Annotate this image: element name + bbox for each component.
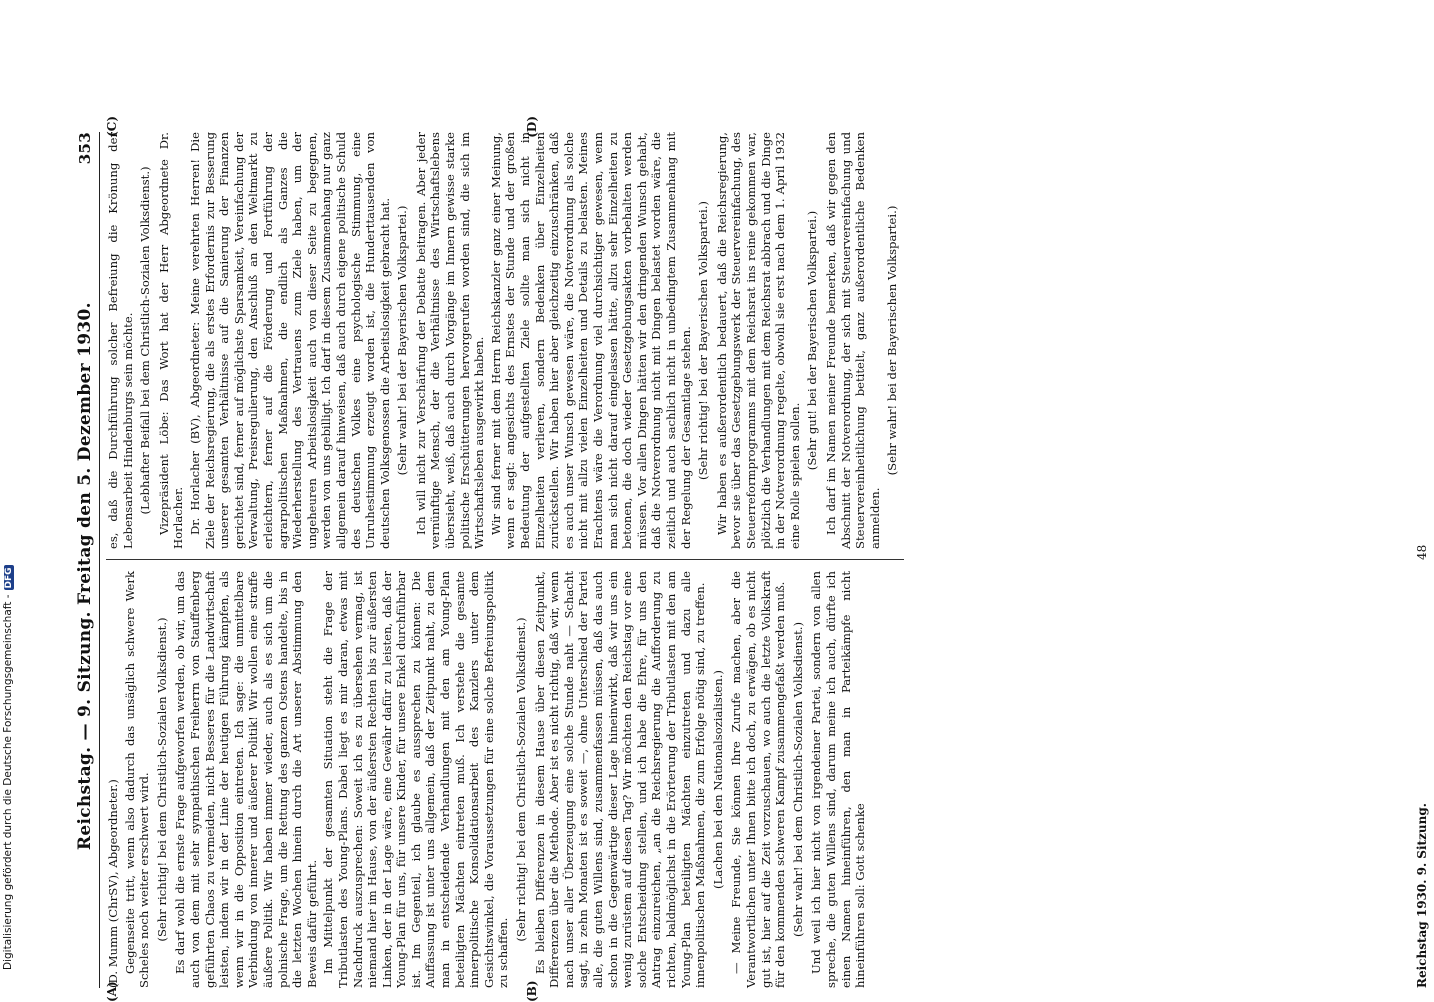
- right-column: [106, 132, 904, 549]
- paragraph: Und weil ich hier nicht von irgendeiner Partei, sondern von allen spreche, die guten Willens sind, darum meine ich auch, dürfte ich einen Namen hineinführen, den man in Parteikämpfe nicht hineinführen soll: Gott schenke: [809, 571, 867, 988]
- paragraph: Im Mittelpunkt der gesamten Situation steht die Frage der Tributlasten des Young-Plans. Dabei liegt es mir daran, etwas mit Nachdruck auszusprechen: Soweit ich es zu übersehen vermag, ist niemand hier im Hause, von der äußersten Rechten bis zur äußersten Linken, der in der Lage wäre, eine Gewähr dafür zu leisten, daß der Young-Plan für uns, für unsere Kinder, für unsere Enkel durchführbar ist. Im Gegenteil, ich glaube es aussprechen zu können: Die Auffassung ist unter uns allgemein, daß der Zeitpunkt naht, zu dem man in entscheidende Verhandlungen mit den am Young-Plan beteiligten Mächten eintreten muß. Ich verstehe die gesamte innerpolitische Konsolidationsarbeit des Kanzlers unter dem Gesichtswinkel, die Voraussetzungen für eine solche Befreiungspolitik zu schaffen.: [321, 571, 511, 988]
- text-columns: [106, 132, 904, 988]
- digitization-sidebar: [0, 0, 18, 1000]
- page-title: Reichstag. — 9. Sitzung. Freitag den 5. Dezember 1930.: [75, 302, 95, 850]
- interjection: (Sehr richtig! bei dem Christlich-Sozialen Volksdienst.): [155, 571, 170, 988]
- interjection: (Lachen bei den Nationalsozialisten.): [711, 571, 726, 988]
- margin-marker-a: (A): [105, 981, 119, 1002]
- column-divider: [106, 559, 904, 560]
- paragraph: Ich darf im Namen meiner Freunde bemerken, daß wir gegen den Abschnitt der Notverordnung, der sich mit Steuervereinfachung und Steuervereinheitlichung betitelt, ganz außerordentliche Bedenken anmelden.: [824, 132, 882, 549]
- page-header: [75, 132, 100, 988]
- paragraph: Ich will nicht zur Verschärfung der Debatte beitragen. Aber jeder vernünftige Mensch, der die Verhältnisse des Wirtschaftslebens übersieht, weiß, daß auch durch Vorgänge im Innern gewisse starke politische Erschütterungen hervorgerufen worden sind, die sich im Wirtschaftsleben ausgewirkt haben.: [414, 132, 487, 549]
- paragraph: Vizepräsident Löbe: Das Wort hat der Herr Abgeordnete Dr. Horlacher.: [157, 132, 186, 549]
- paragraph: Wir haben es außerordentlich bedauert, daß die Reichsregierung, bevor sie über das Gesetzgebungswerk der Steuervereinfachung, des Steuerreformprogramms mit dem Reichsrat ins reine gekommen war, plötzlich die Verhandlungen mit dem Reichsrat abbrach und die Dinge in der Notverordnung regelte, obwohl sie erst nach dem 1. April 1932 eine Rolle spielen sollen.: [715, 132, 803, 549]
- interjection: (Sehr wahr! bei der Bayerischen Volkspartei.): [885, 132, 900, 549]
- funding-text: Digitalisierung gefördert durch die Deutsche Forschungsgemeinschaft -: [2, 594, 14, 970]
- document-page: [65, 120, 1434, 1000]
- interjection: (Sehr richtig! bei der Bayerischen Volkspartei.): [696, 132, 711, 549]
- dfg-logo: DFG: [4, 565, 14, 590]
- margin-marker-c: (C): [105, 116, 119, 137]
- interjection: (Sehr richtig! bei dem Christlich-Sozialen Volksdienst.): [514, 571, 529, 988]
- page-footer: Reichstag 1930. 9. Sitzung.: [1415, 803, 1429, 988]
- interjection: (Sehr gut! bei der Bayerischen Volkspartei.): [805, 132, 820, 549]
- paragraph: Es darf wohl die ernste Frage aufgeworfen werden, ob wir, um das auch von dem mit sehr sympathischen Freiherrn von Stauffenberg geführten Chaos zu vermeiden, nicht Besseres für die Landwirtschaft leisten, indem wir in der Linie der heutigen Führung kämpfen, als wenn wir in die Opposition eintreten. Ich sage: die unmittelbare Verbindung von innerer und äußerer Politik! Wir wollen eine straffe äußere Politik. Wir haben immer wieder, auch als es sich um die polnische Frage, um die Rettung des ganzen Ostens handelte, bis in die letzten Wochen hinein durch die Art unserer Abstimmung den Beweis dafür geführt.: [173, 571, 319, 988]
- paragraph: Es bleiben Differenzen in diesem Hause über diesen Zeitpunkt, Differenzen über die Methode. Aber ist es nicht richtig, daß wir, wenn nach unser aller Überzeugung eine solche Stunde naht — Schacht sagt, in zehn Monaten ist es soweit —, ohne Unterschied der Partei alle, die guten Willens sind, zusammenfassen müssen, daß das auch schon in die Gegenwärtige dieser Lage hineinwirkt, daß wir uns ein wenig zurüstem auf diesen Tag? Wir möchten den Reichstag vor eine solche Entscheidung stellen, und ich habe die Ehre, für uns den Antrag einzureichen, „an die Reichsregierung die Aufforderung zu richten, baldmöglichst in die Erörterung der Tributlasten mit den am Young-Plan beteiligten Mächten einzutreten und dazu alle innenpolitischen Maßnahmen, die zum Erfolge nötig sind, zu treffen.: [533, 571, 708, 988]
- paragraph: — Meine Freunde, Sie können Ihre Zurufe machen, aber die Verantwortlichen unter Ihnen bitte ich doch, zu erwägen, ob es nicht gut ist, hier auf die Zeit vorzuschauen, wo auch die letzte Volkskraft für den kommenden schweren Kampf zusammengefaßt werden muß.: [729, 571, 787, 988]
- paragraph: Wir sind ferner mit dem Herrn Reichskanzler ganz einer Meinung, wenn er sagt: angesichts des Ernstes der Stunde und der großen Bedeutung der aufgestellten Ziele sollte man sich nicht in Einzelheiten verlieren, sondern Bedenken über Einzelheiten zurückstellen. Wir haben hier aber gleichzeitig einzuschränken, daß es auch unser Wunsch gewesen wäre, die Notverordnung als solche nicht mit allzu vielen Einzelheiten und Details zu belasten. Meines Erachtens wäre die Verordnung viel durchsichtiger gewesen, wenn man sich nicht darauf eingelassen hätte, allzu sehr Einzelheiten zu betonen, die doch wieder Gesetzgebungsakten vorbehalten werden müssen. Vor allen Dingen hätten wir den dringenden Wunsch gehabt, daß die Notverordnung nicht mit Dingen belastet worden wäre, die zeitlich und auch sachlich nicht in unbedingtem Zusammenhang mit der Regelung der Gesamtlage stehen.: [489, 132, 693, 549]
- page-number: 353: [76, 132, 94, 164]
- funding-note: [2, 0, 18, 970]
- footer-page-number: 48: [1415, 545, 1429, 560]
- paragraph: es, daß die Durchführung solcher Befreiung die Krönung der Lebensarbeit Hindenburgs sein möchte.: [106, 132, 135, 549]
- margin-marker-d: (D): [525, 116, 539, 138]
- paragraph: Gegenseite tritt, wenn also dadurch das unsäglich schwere Werk Scheles noch weiter erschwert wird.: [123, 571, 152, 988]
- left-column: [106, 571, 904, 988]
- paragraph: (D. Mumm (ChrSV), Abgeordneter.): [106, 571, 121, 988]
- interjection: (Sehr wahr! bei der Bayerischen Volkspartei.): [395, 132, 410, 549]
- interjection: (Sehr wahr! bei dem Christlich-Sozialen Volksdienst.): [791, 571, 806, 988]
- interjection: (Lebhafter Beifall bei dem Christlich-Sozialen Volksdienst.): [138, 132, 153, 549]
- margin-marker-b: (B): [525, 981, 539, 1002]
- paragraph: Dr. Horlacher (BV), Abgeordneter: Meine verehrten Herren! Die Ziele der Reichsregierung, die als erstes Erfordernis zur Besserung unserer gesamten Verhältnisse auf die Sanierung der Finanzen gerichtet sind, ferner auf möglichste Sparsamkeit, Vereinfachung der Verwaltung, Preisregulierung, den Anschluß an den Weltmarkt zu erleichtern, ferner auf die Förderung und Fortführung der agrarpolitischen Maßnahmen, die endlich als Ganzes die Wiederherstellung des Vertrauens zum Ziele haben, um der ungeheuren Arbeitslosigkeit auch von dieser Seite zu begegnen, werden von uns gebilligt. Ich darf in diesem Zusammenhang nur ganz allgemein darauf hinweisen, daß auch durch eigene politische Schuld des deutschen Volkes eine psychologische Stimmung, eine Unruhestimmung erzeugt worden ist, die Hunderttausenden von deutschen Volksgenossen die Arbeitslosigkeit gebracht hat.: [188, 132, 392, 549]
